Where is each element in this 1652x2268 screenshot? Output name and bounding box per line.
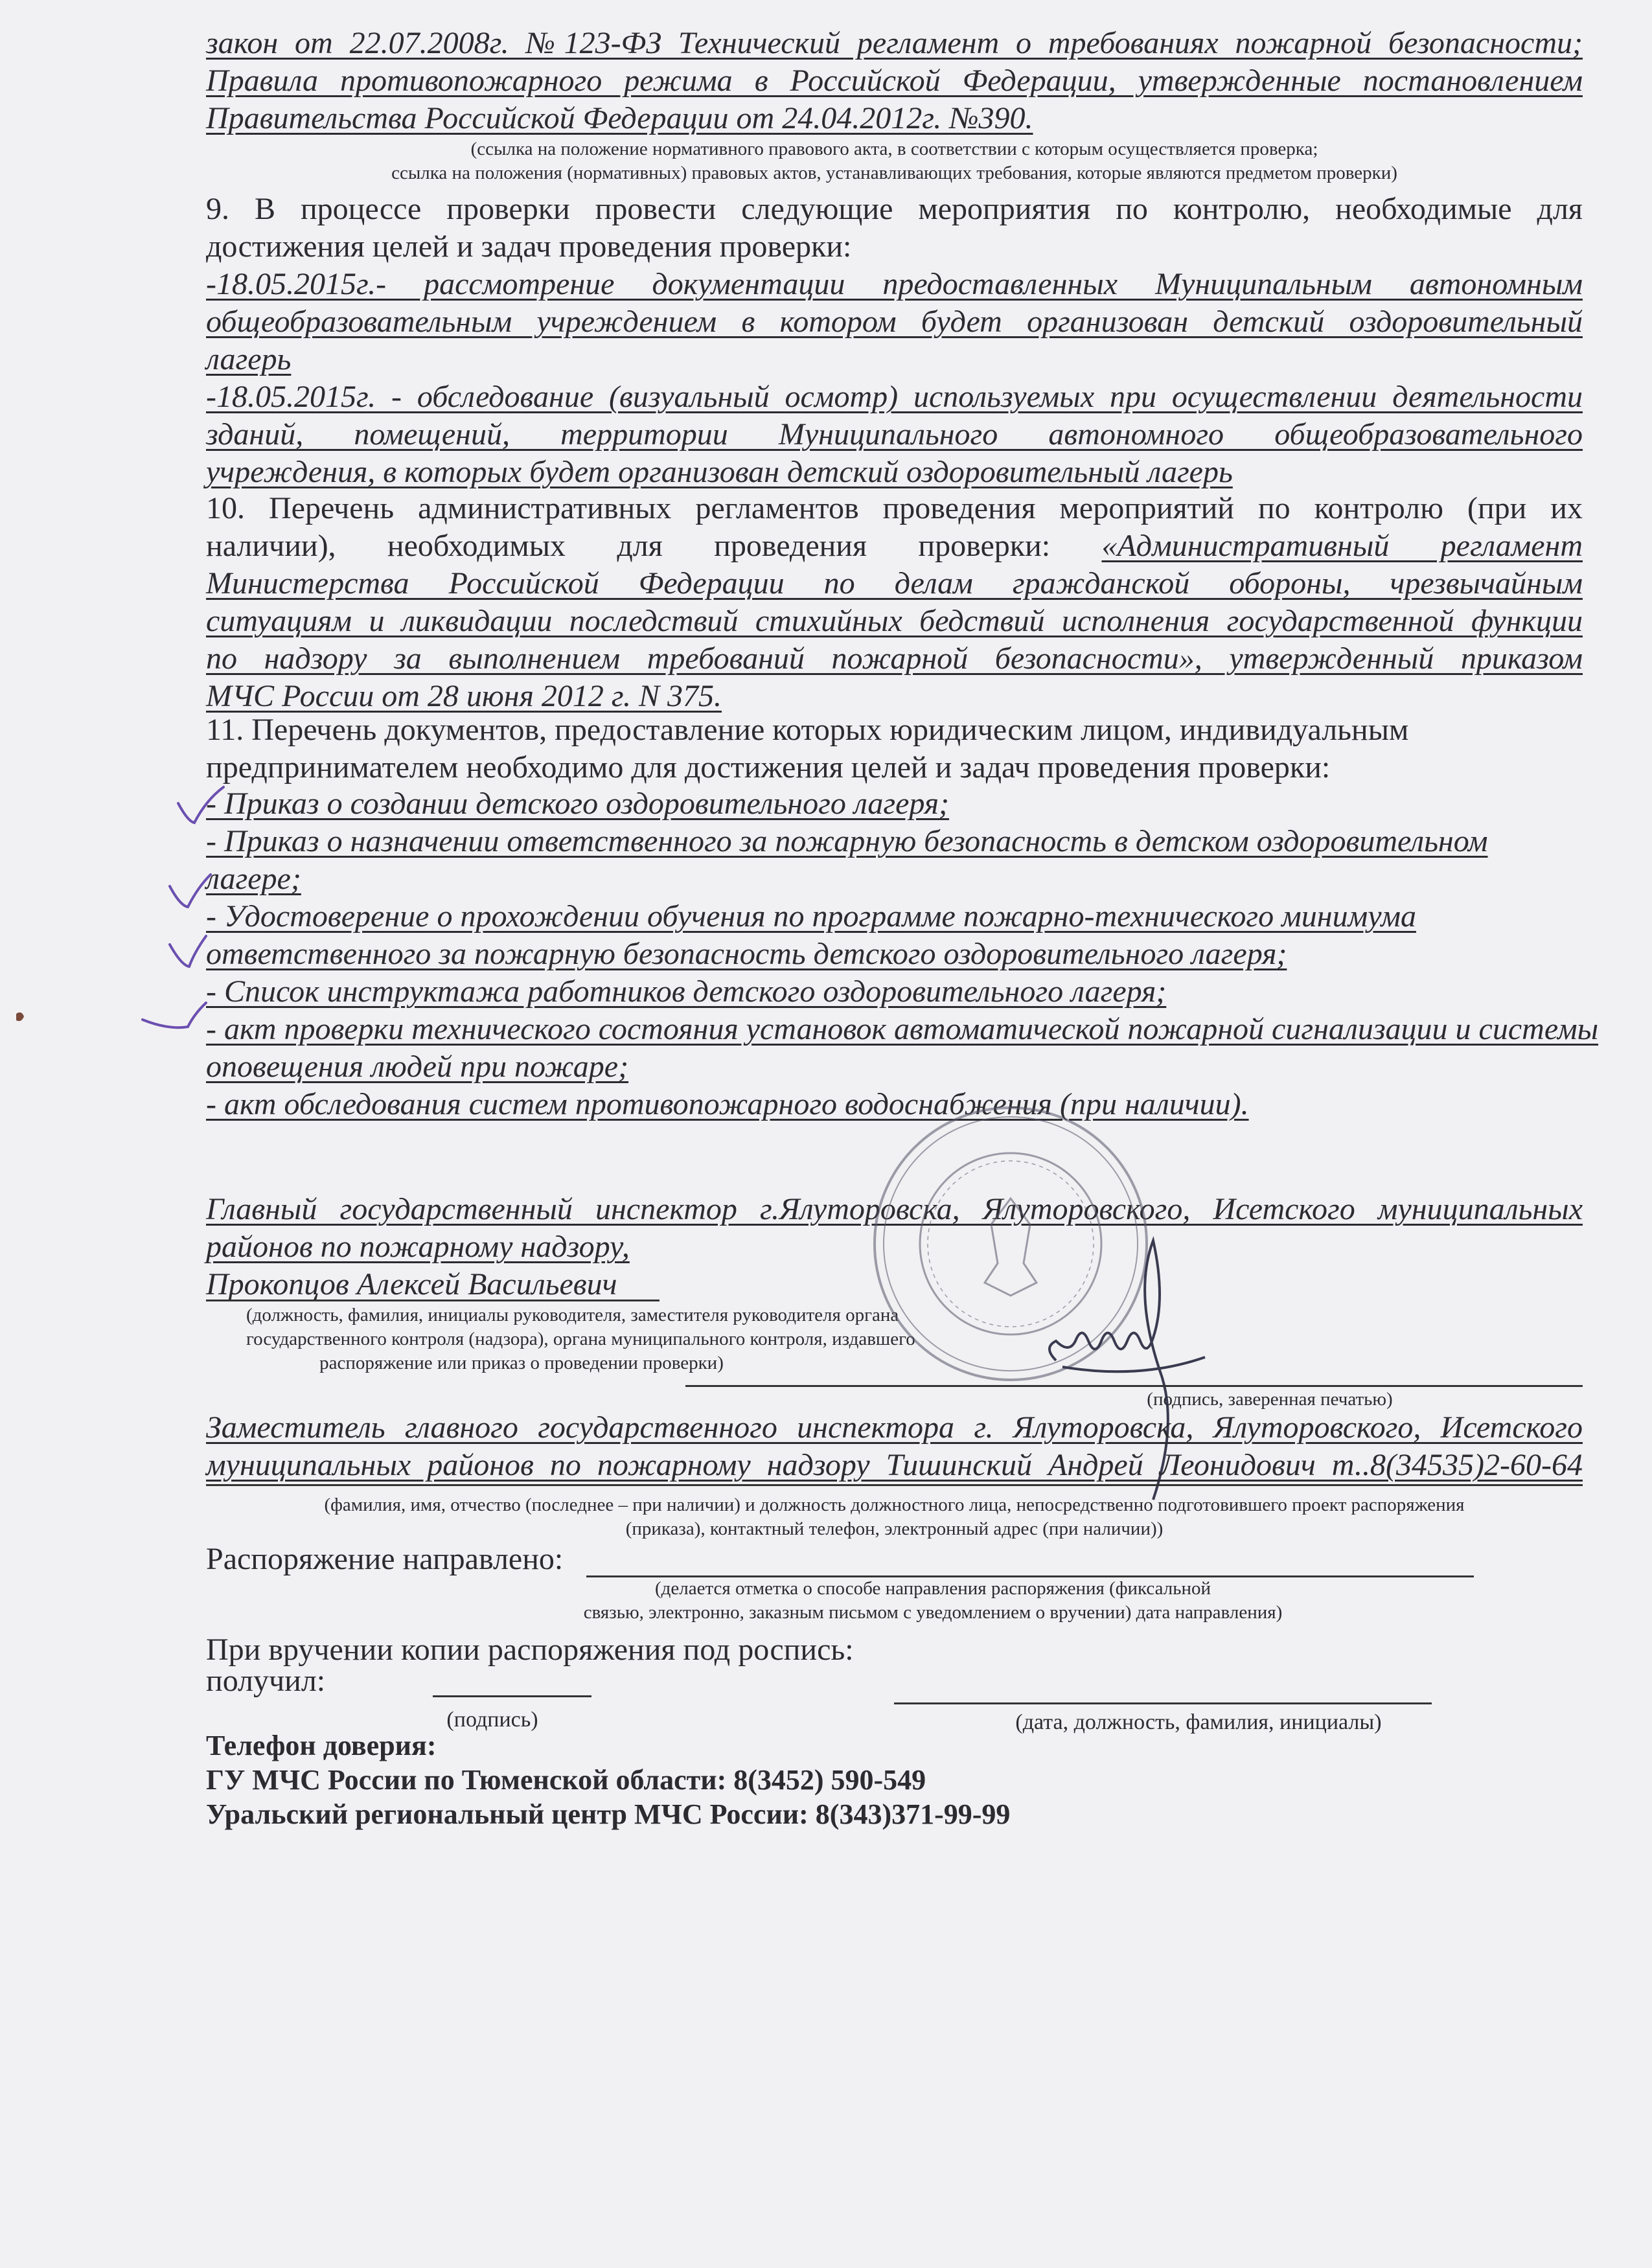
note-line: распоряжение или приказ о проведении проверки) bbox=[319, 1353, 724, 1373]
section-10 bbox=[206, 490, 1583, 715]
measure-line: лагерь bbox=[206, 342, 292, 376]
legal-basis-line: Правительства Российской Федерации от 24.04.2012г. №390. bbox=[206, 101, 1033, 135]
checkmark-icon bbox=[143, 1003, 206, 1027]
section-8-legal-basis bbox=[206, 25, 1583, 137]
ink-spot bbox=[16, 1013, 24, 1021]
section-9-intro bbox=[206, 190, 1583, 266]
document-line: - Приказ о создании детского оздоровительного лагеря; bbox=[206, 786, 950, 821]
receipt-title: При вручении копии распоряжения под роспись: bbox=[206, 1632, 854, 1667]
section-10-line bbox=[206, 527, 1583, 565]
document-line: - акт проверки технического состояния установок автоматической пожарной сигнализации и системы bbox=[206, 1012, 1599, 1046]
section-8-note bbox=[206, 137, 1583, 185]
measure-line: общеобразовательным учреждением в котором будет организован детский оздоровительный bbox=[206, 304, 1583, 339]
section-10-regulation bbox=[206, 565, 1583, 715]
document-line: - Удостоверение о прохождении обучения по программе пожарно-технического минимума bbox=[206, 899, 1416, 934]
note-line: (приказа), контактный телефон, электронный адрес (при наличии)) bbox=[625, 1518, 1164, 1539]
document-line: - Список инструктажа работников детского оздоровительного лагеря; bbox=[206, 974, 1167, 1009]
deputy-rule bbox=[206, 1484, 1583, 1486]
document-line: оповещения людей при пожаре; bbox=[206, 1049, 629, 1084]
section-11-intro bbox=[206, 711, 1583, 786]
note-line: (ссылка на положение нормативного правового акта, в соответствии с которым осуществляется проверка; bbox=[470, 139, 1318, 159]
section-9-intro-line: 9. В процессе проверки провести следующие мероприятия по контролю, необходимые для bbox=[206, 192, 1583, 226]
checkmark-icon bbox=[170, 875, 211, 907]
regulation-line: Министерства Российской Федерации по делам гражданской обороны, чрезвычайным bbox=[206, 566, 1583, 601]
sent-label: Распоряжение направлено: bbox=[206, 1542, 564, 1576]
note-line: (должность, фамилия, инициалы руководителя, заместителя руководителя органа bbox=[246, 1305, 899, 1325]
document-line: ответственного за пожарную безопасность детского оздоровительного лагеря; bbox=[206, 937, 1287, 971]
deputy-inspector bbox=[206, 1409, 1583, 1484]
signature-note: (подпись, заверенная печатью) bbox=[1147, 1389, 1393, 1410]
note-line: связью, электронно, заказным письмом с уведомлением о вручении) дата направления) bbox=[583, 1602, 1283, 1623]
note-line: (делается отметка о способе направления распоряжения (фиксальной bbox=[654, 1578, 1211, 1599]
head-name-rule bbox=[206, 1300, 660, 1301]
hotline bbox=[206, 1728, 1583, 1831]
section-10-plain-text: наличии), необходимых для проведения проверки: bbox=[206, 529, 1102, 563]
hotline-line: ГУ МЧС России по Тюменской области: 8(3452) 590-549 bbox=[206, 1764, 926, 1796]
measure-line: -18.05.2015г. - обследование (визуальный осмотр) используемых при осуществлении деятельности bbox=[206, 380, 1583, 414]
hotline-line: Уральский региональный центр МЧС России: 8(343)371-99-99 bbox=[206, 1798, 1011, 1830]
head-inspector-line: районов по пожарному надзору, bbox=[206, 1230, 630, 1264]
note-line: государственного контроля (надзора), органа муниципального контроля, издавшего bbox=[246, 1329, 915, 1349]
head-inspector-line: Прокопцов Алексей Васильевич bbox=[206, 1267, 617, 1301]
checkmark-icon bbox=[170, 936, 206, 967]
receipt-details-line[interactable] bbox=[894, 1702, 1432, 1704]
document-line: - Приказ о назначении ответственного за пожарную безопасность в детском оздоровительном bbox=[206, 824, 1488, 858]
regulation-line: ситуациям и ликвидации последствий стихийных бедствий исполнения государственной функции bbox=[206, 604, 1583, 638]
measure-line: учреждения, в которых будет организован детский оздоровительный лагерь bbox=[206, 455, 1233, 489]
regulation-line: по надзору за выполнением требований пожарной безопасности», утвержденный приказом bbox=[206, 641, 1583, 676]
measure-line: -18.05.2015г.- рассмотрение документации предоставленных Муниципальным автономным bbox=[206, 267, 1583, 301]
deputy-line: Заместитель главного государственного инспектора г. Ялуторовска, Ялуторовского, Исетского bbox=[206, 1410, 1583, 1445]
section-10-regulation-start: «Административный регламент bbox=[1101, 529, 1583, 563]
deputy-line: муниципальных районов по пожарному надзору Тишинский Андрей Леонидович т..8(34535)2-60-64 bbox=[206, 1448, 1583, 1482]
section-10-line: 10. Перечень административных регламентов проведения мероприятий по контролю (при их bbox=[206, 491, 1583, 525]
head-inspector-line: Главный государственный инспектор г.Ялуторовска, Ялуторовского, Исетского муниципальных bbox=[206, 1192, 1583, 1226]
head-note bbox=[246, 1303, 915, 1375]
signature-line bbox=[685, 1385, 1583, 1387]
received-label: получил: bbox=[206, 1664, 326, 1698]
deputy-note bbox=[206, 1493, 1583, 1541]
receipt-signature-line[interactable] bbox=[433, 1695, 591, 1697]
receipt-signature-note: (подпись) bbox=[446, 1708, 538, 1732]
checkmark-icons bbox=[0, 0, 1, 1]
section-11-documents bbox=[206, 785, 1599, 1123]
section-11-intro-line: 11. Перечень документов, предоставление которых юридическим лицом, индивидуальным bbox=[206, 713, 1409, 747]
document-line: лагере; bbox=[206, 862, 301, 896]
regulation-line: МЧС России от 28 июня 2012 г. N 375. bbox=[206, 679, 722, 713]
measure-line: зданий, помещений, территории Муниципального автономного общеобразовательного bbox=[206, 417, 1583, 452]
section-11-intro-line: предпринимателем необходимо для достижения целей и задач проведения проверки: bbox=[206, 750, 1331, 785]
section-9-intro-line: достижения целей и задач проведения проверки: bbox=[206, 229, 852, 264]
receipt-details-note: (дата, должность, фамилия, инициалы) bbox=[1015, 1710, 1382, 1734]
hotline-title: Телефон доверия: bbox=[206, 1730, 437, 1761]
section-9-measures bbox=[206, 266, 1583, 491]
legal-basis-line: закон от 22.07.2008г. №123-ФЗ Технический регламент о требованиях пожарной безопасности; bbox=[206, 26, 1583, 60]
legal-basis-line: Правила противопожарного режима в Российской Федерации, утвержденные постановлением bbox=[206, 63, 1583, 98]
note-line: ссылка на положения (нормативных) правовых актов, устанавливающих требования, которые являются предметом проверки) bbox=[391, 163, 1397, 183]
sent-note bbox=[583, 1577, 1283, 1625]
note-line: (фамилия, имя, отчество (последнее – при наличии) и должность должностного лица, непосредственно подготовившего проект распоряжения bbox=[324, 1495, 1465, 1515]
document-line: - акт обследования систем противопожарного водоснабжения (при наличии). bbox=[206, 1087, 1249, 1121]
